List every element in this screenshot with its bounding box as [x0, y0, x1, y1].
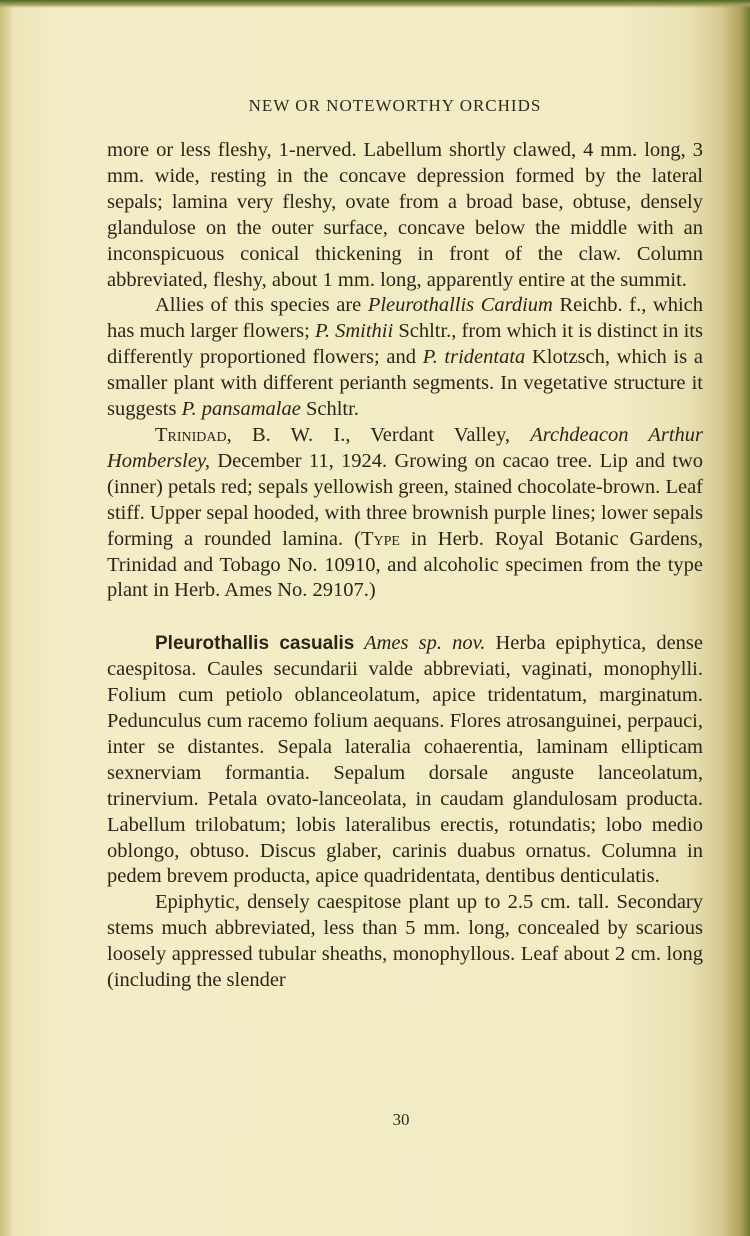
author-designation: Ames sp. nov.	[354, 632, 486, 655]
paragraph-allies: Allies of this species are Pleurothallis Cardium Reichb. f., which has much larger flowers; P. Smithii Schltr., from which it is distinct in its differently proportioned flowers; and P. tridentata Klotzsch, which is a smaller plant with different perianth segments. In vegetative structure it suggests P. pansamalae Schltr.	[107, 294, 704, 421]
taxon-name: Pleurothallis Cardium	[367, 294, 553, 317]
paragraph-english-description: Epiphytic, densely caespitose plant up to 2.5 cm. tall. Secondary stems much abbreviated, less than 5 mm. long, concealed by scarious loosely appressed tubular sheaths, monophyllous. Leaf about 2 cm. long (including the slender	[107, 891, 703, 992]
type-label: Type	[360, 527, 400, 550]
locality-name: Trinidad	[155, 423, 227, 446]
taxon-name: P. tridentata	[422, 346, 526, 369]
page-top-edge	[0, 0, 750, 8]
page-number: 30	[392, 1110, 410, 1129]
species-heading: Pleurothallis casualis	[155, 633, 355, 655]
taxon-name: P. Smithii	[314, 320, 394, 343]
collector-name: Archdeacon Arthur Hombersley,	[107, 423, 704, 472]
taxon-name: P. pansamalae	[181, 398, 301, 421]
paragraph-specimen-locality: Trinidad, B. W. I., Verdant Valley, Archdeacon Arthur Hombersley, December 11, 1924. Growing on cacao tree. Lip and two (inner) petals red; sepals yellowish green, stained chocolate-brown. Leaf stiff. Upper sepal hooded, with three brownish purple lines; lower sepals forming a rounded lamina. (Type in Herb. Royal Botanic Gardens, Trinidad and Tobago No. 10910, and alcoholic specimen from the type plant in Herb. Ames No. 29107.)	[107, 423, 704, 602]
running-header: NEW OR NOTEWORTHY ORCHIDS	[248, 96, 542, 115]
paragraph-latin-diagnosis: Pleurothallis casualis Ames sp. nov. Herba epiphytica, dense caespitosa. Caules secundarii valde abbreviati, vaginati, monophylli. Folium cum petiolo oblanceolatum, apice tridentatum, marginatum. Pedunculus cum racemo folium aequans. Flores atrosanguinei, perpauci, inter se distantes. Sepala lateralia cohaerentia, laminam ellipticam sexnerviam formantia. Sepalum dorsale anguste lanceolatum, trinervium. Petala ovato-lanceolata, in caudam glandulosam producta. Labellum trilobatum; lobis lateralibus erectis, rotundatis; lobo medio oblongo, obtuso. Discus glaber, carinis duabus ornatus. Columna in pedem brevem producta, apice quadridentata, dentibus denticulatis.	[107, 632, 703, 888]
paragraph-description-end: more or less fleshy, 1-nerved. Labellum shortly clawed, 4 mm. long, 3 mm. wide, resting in the concave depression formed by the lateral sepals; lamina very fleshy, ovate from a broad base, obtuse, densely glandulose on the outer surface, concave below the middle with an inconspicuous conical thickening in front of the claw. Column abbreviated, fleshy, about 1 mm. long, apparently entire at the summit.	[107, 139, 703, 291]
page-body	[107, 138, 703, 994]
